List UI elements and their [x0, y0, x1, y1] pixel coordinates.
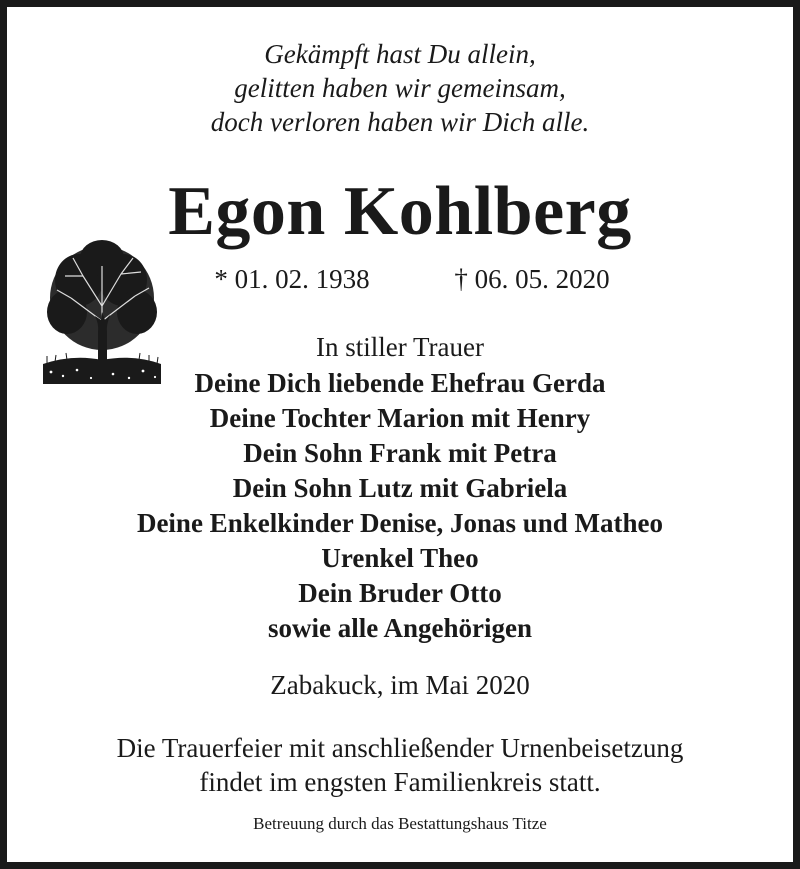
place-date: Zabakuck, im Mai 2020 — [270, 670, 530, 700]
mourner-line: sowie alle Angehörigen — [268, 613, 532, 643]
poem-line-2: gelitten haben wir gemeinsam, — [234, 73, 566, 103]
mourner-line: Deine Enkelkinder Denise, Jonas und Matheo — [136, 508, 664, 538]
mourning-intro: In stiller Trauer — [316, 332, 484, 362]
poem-line-3: doch verloren haben wir Dich alle. — [210, 107, 590, 137]
death-date: † 06. 05. 2020 — [454, 264, 610, 294]
birth-date: * 01. 02. 1938 — [214, 264, 370, 294]
mourner-line: Dein Sohn Frank mit Petra — [243, 438, 557, 468]
deceased-name: Egon Kohlberg — [168, 173, 632, 250]
mourner-line: Dein Sohn Lutz mit Gabriela — [232, 473, 568, 503]
funeral-note-line-1: Die Trauerfeier mit anschließender Urnenbeisetzung — [116, 733, 684, 763]
mourner-line: Dein Bruder Otto — [298, 578, 502, 608]
mourner-line: Deine Dich liebende Ehefrau Gerda — [194, 368, 606, 398]
funeral-home-credit: Betreuung durch das Bestattungshaus Titze — [253, 814, 547, 833]
funeral-note-line-2: findet im engsten Familienkreis statt. — [199, 767, 601, 797]
mourner-line: Urenkel Theo — [321, 543, 479, 573]
poem-line-1: Gekämpft hast Du allein, — [264, 39, 536, 69]
mourner-line: Deine Tochter Marion mit Henry — [209, 403, 591, 433]
